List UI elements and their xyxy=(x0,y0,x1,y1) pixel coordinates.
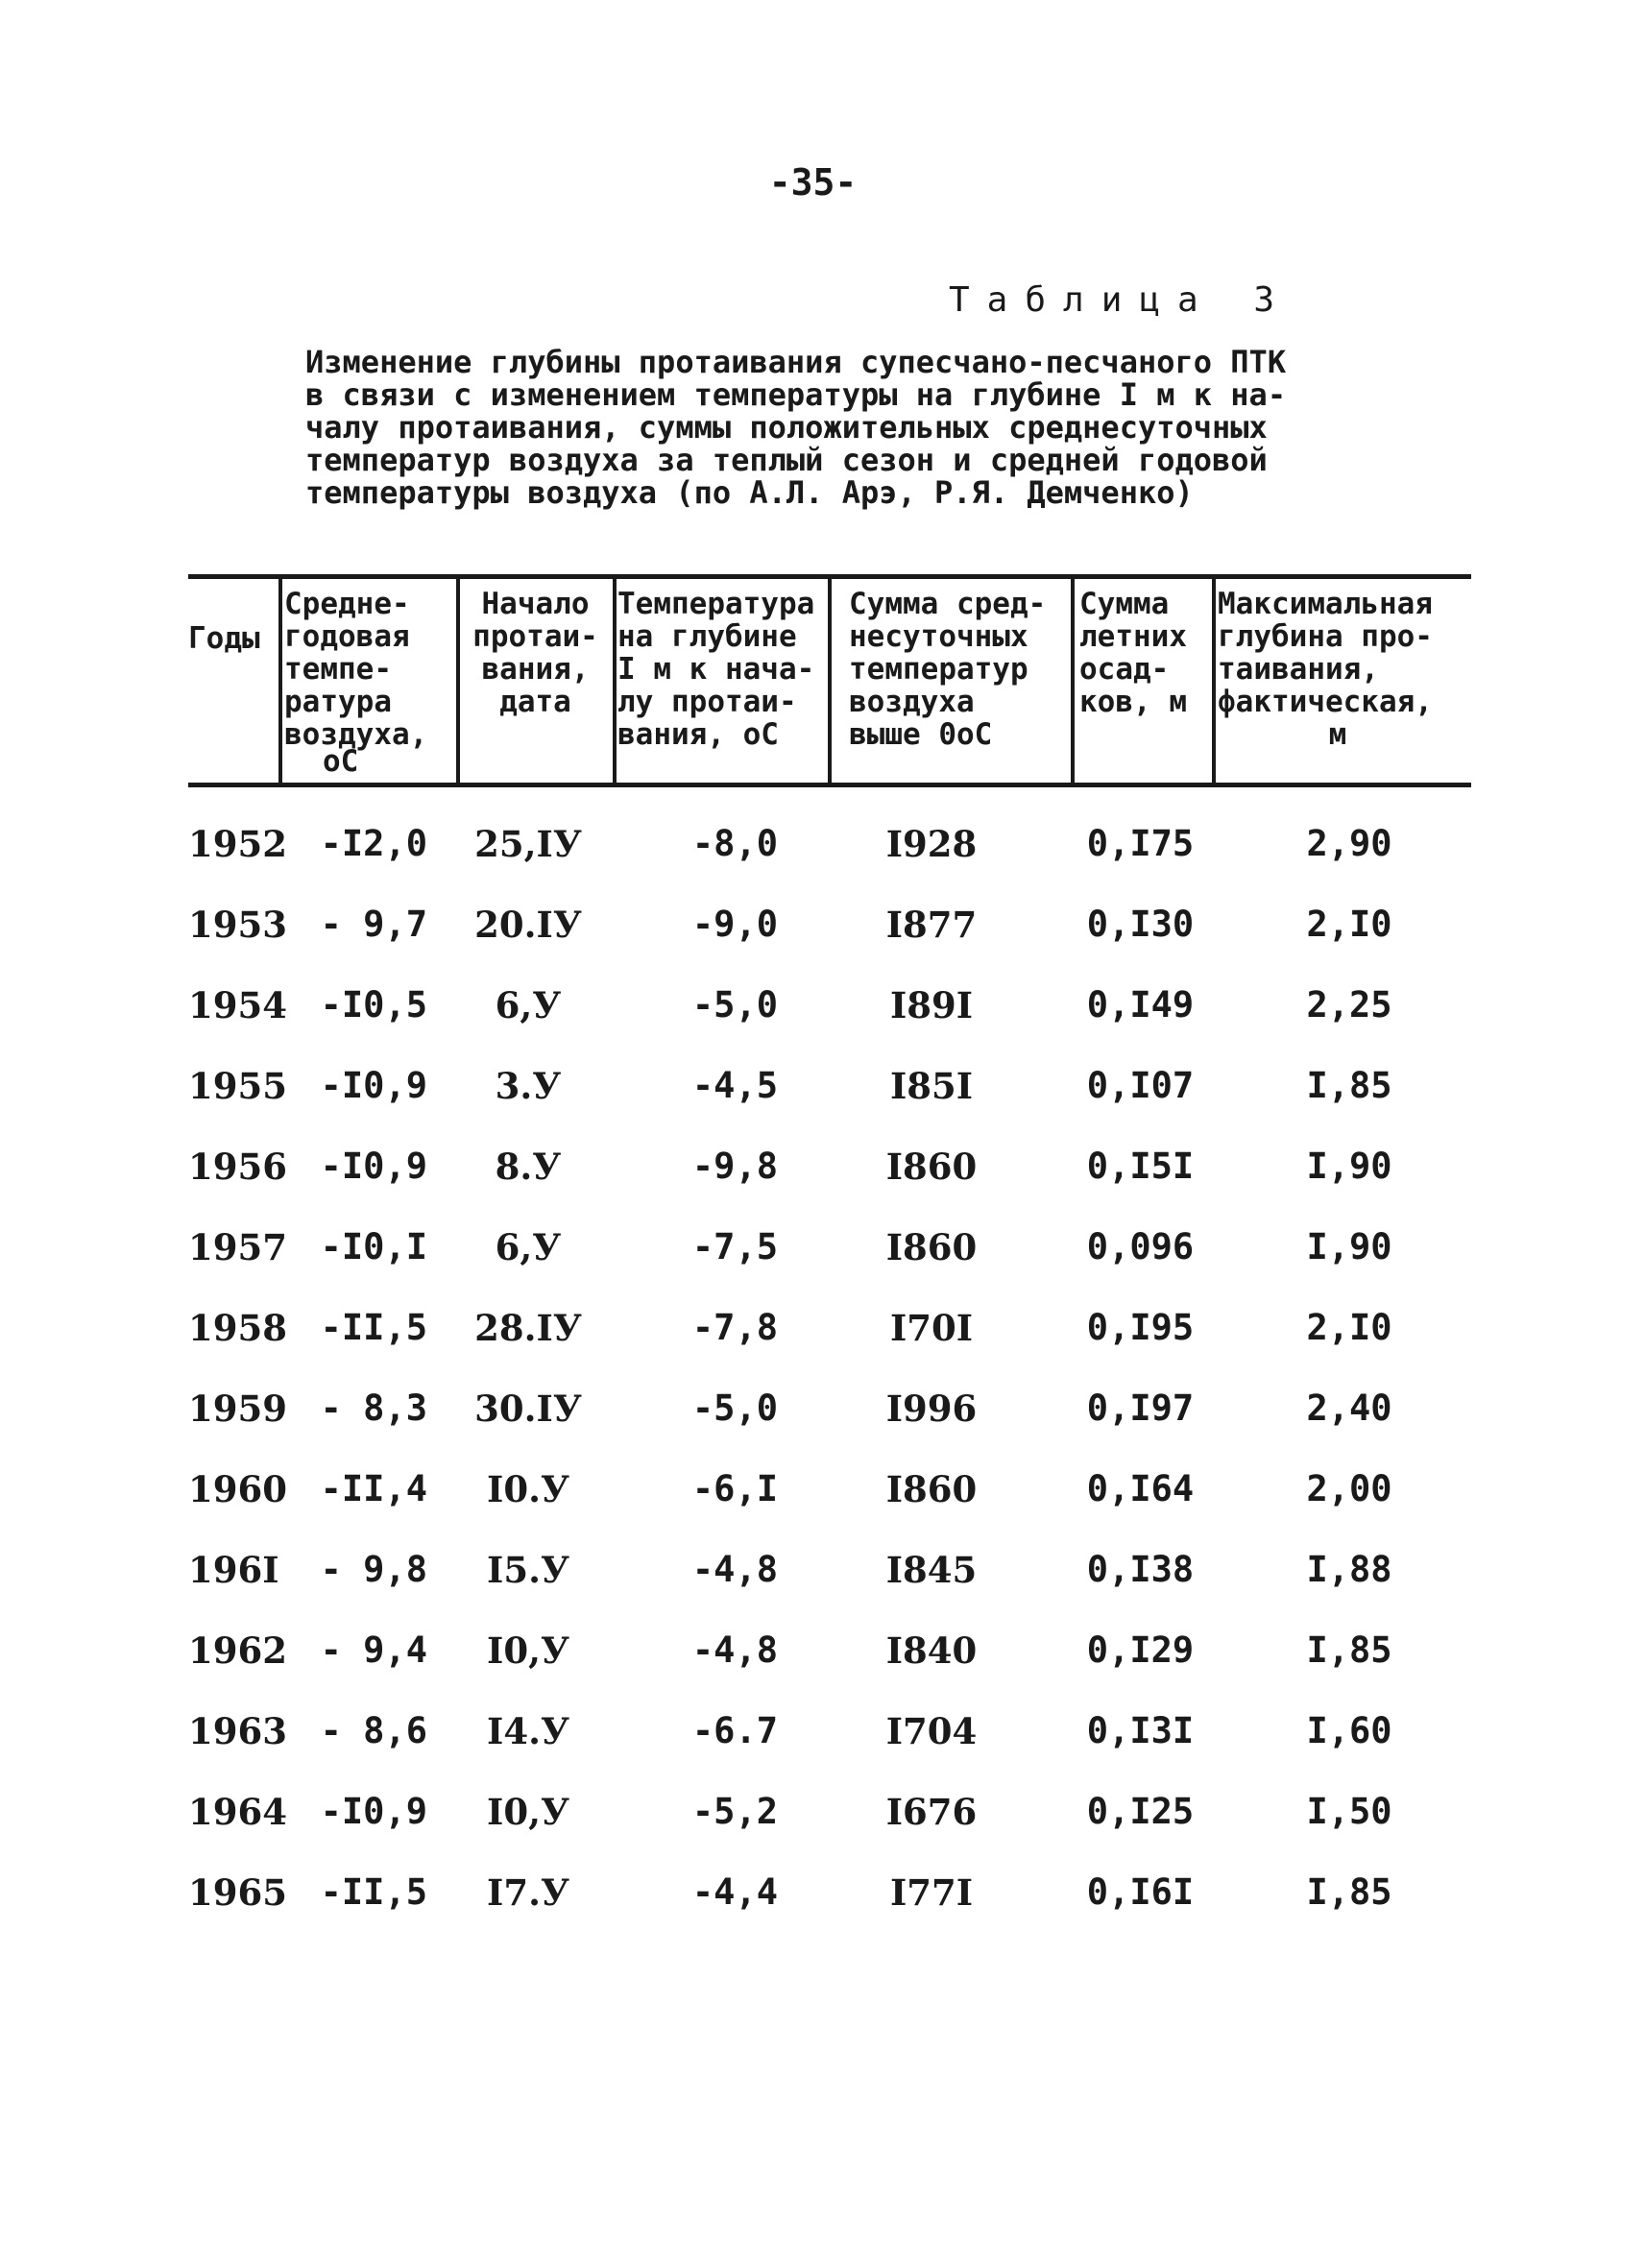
header-line: Сумма xyxy=(1079,587,1170,621)
precip-cell: 0,I38 xyxy=(1086,1549,1195,1590)
depth-temp-cell: -7,8 xyxy=(691,1307,778,1348)
table-row xyxy=(0,1871,1645,1929)
thaw-start-cell: 8.У xyxy=(495,1146,562,1188)
header-line: Средне- xyxy=(284,587,410,621)
max-depth-cell: 2,40 xyxy=(1306,1387,1392,1429)
header-line: Максимальная xyxy=(1218,587,1433,621)
table-row xyxy=(0,823,1645,881)
mean-temp-cell: - 9,7 xyxy=(320,904,427,945)
max-depth-cell: 2,90 xyxy=(1306,823,1392,864)
header-line: таивания, xyxy=(1218,652,1379,687)
table-header-rule xyxy=(188,783,1471,787)
thaw-start-cell: 25,IУ xyxy=(474,823,582,865)
header-line: вания, xyxy=(481,652,590,687)
precip-cell: 0,I95 xyxy=(1086,1307,1195,1348)
temp-sum-cell: I860 xyxy=(885,1226,978,1268)
depth-temp-cell: -8,0 xyxy=(691,823,778,864)
temp-sum-cell: I877 xyxy=(885,904,978,946)
header-depth-temp xyxy=(617,588,814,751)
header-line: температур xyxy=(849,652,1028,687)
year-cell: 1956 xyxy=(188,1146,287,1188)
depth-temp-cell: -5,2 xyxy=(691,1791,778,1832)
header-line: лу протаи- xyxy=(617,685,797,719)
header-line: глубина про- xyxy=(1218,619,1433,654)
caption-line: температуры воздуха (по А.Л. Арэ, Р.Я. Демченко) xyxy=(305,474,1194,511)
header-line: дата xyxy=(499,685,571,719)
precip-cell: 0,I5I xyxy=(1086,1146,1195,1187)
temp-sum-cell: I70I xyxy=(889,1307,974,1349)
depth-temp-cell: -6.7 xyxy=(691,1710,778,1751)
mean-temp-cell: -I0,9 xyxy=(320,1791,427,1832)
mean-temp-cell: -I2,0 xyxy=(320,823,427,864)
temp-sum-cell: I704 xyxy=(885,1710,978,1752)
mean-temp-cell: - 8,6 xyxy=(320,1710,427,1751)
header-line: вания, оС xyxy=(617,717,779,752)
precip-cell: 0,I30 xyxy=(1086,904,1195,945)
header-line: воздуха xyxy=(849,685,975,719)
table-row xyxy=(0,1065,1645,1122)
header-line: несуточных xyxy=(849,619,1028,654)
max-depth-cell: 2,00 xyxy=(1306,1468,1392,1509)
precip-cell: 0,I75 xyxy=(1086,823,1195,864)
temp-sum-cell: I77I xyxy=(889,1871,974,1914)
caption-line: температур воздуха за теплый сезон и средней годовой xyxy=(305,442,1268,478)
temp-sum-cell: I89I xyxy=(889,984,974,1026)
depth-temp-cell: -6,I xyxy=(691,1468,778,1509)
mean-temp-cell: - 9,8 xyxy=(320,1549,427,1590)
thaw-start-cell: 6,У xyxy=(495,1226,562,1268)
header-line: осад- xyxy=(1079,652,1170,687)
max-depth-cell: 2,25 xyxy=(1306,984,1392,1025)
max-depth-cell: I,90 xyxy=(1306,1146,1392,1187)
depth-temp-cell: -4,8 xyxy=(691,1549,778,1590)
precip-cell: 0,I6I xyxy=(1086,1871,1195,1913)
year-cell: 196I xyxy=(188,1549,279,1591)
header-line: Начало xyxy=(481,587,590,621)
header-line: м xyxy=(1328,717,1347,752)
year-cell: 1959 xyxy=(188,1387,287,1430)
precip-cell: 0,I49 xyxy=(1086,984,1195,1025)
max-depth-cell: I,90 xyxy=(1306,1226,1392,1267)
precip-cell: 0,I25 xyxy=(1086,1791,1195,1832)
header-line: фактическая, xyxy=(1218,685,1433,719)
year-cell: 1965 xyxy=(188,1871,287,1914)
thaw-start-cell: 28.IУ xyxy=(474,1307,582,1349)
thaw-start-cell: I4.У xyxy=(487,1710,569,1752)
mean-temp-cell: - 8,3 xyxy=(320,1387,427,1429)
table-row xyxy=(0,1629,1645,1687)
mean-temp-cell: -I0,I xyxy=(320,1226,427,1267)
temp-sum-cell: I860 xyxy=(885,1146,978,1188)
temp-sum-cell: I860 xyxy=(885,1468,978,1510)
precip-cell: 0,I07 xyxy=(1086,1065,1195,1106)
column-divider xyxy=(278,579,282,783)
header-max-depth xyxy=(1218,588,1458,751)
header-thaw-start xyxy=(461,588,610,718)
year-cell: 1952 xyxy=(188,823,287,865)
depth-temp-cell: -5,0 xyxy=(691,1387,778,1429)
year-cell: 1954 xyxy=(188,984,287,1026)
mean-temp-cell: -I0,9 xyxy=(320,1065,427,1106)
max-depth-cell: I,85 xyxy=(1306,1871,1392,1913)
temp-sum-cell: I840 xyxy=(885,1629,978,1672)
depth-temp-cell: -5,0 xyxy=(691,984,778,1025)
column-divider xyxy=(1071,579,1075,783)
precip-cell: 0,I64 xyxy=(1086,1468,1195,1509)
caption-line: Изменение глубины протаивания супесчано-песчаного ПТК xyxy=(305,344,1287,380)
header-precip xyxy=(1079,588,1187,718)
page-number: -35- xyxy=(768,161,858,204)
depth-temp-cell: -4,4 xyxy=(691,1871,778,1913)
temp-sum-cell: I676 xyxy=(885,1791,978,1833)
max-depth-cell: I,85 xyxy=(1306,1065,1392,1106)
table-row xyxy=(0,1387,1645,1445)
thaw-start-cell: I0.У xyxy=(487,1468,569,1510)
year-cell: 1964 xyxy=(188,1791,287,1833)
table-row xyxy=(0,1468,1645,1526)
header-temp-sum xyxy=(849,588,1046,751)
max-depth-cell: I,88 xyxy=(1306,1549,1392,1590)
year-cell: 1955 xyxy=(188,1065,287,1107)
depth-temp-cell: -4,8 xyxy=(691,1629,778,1671)
table-row xyxy=(0,1226,1645,1284)
depth-temp-cell: -7,5 xyxy=(691,1226,778,1267)
thaw-start-cell: 20.IУ xyxy=(474,904,582,946)
max-depth-cell: 2,I0 xyxy=(1306,1307,1392,1348)
depth-temp-cell: -9,0 xyxy=(691,904,778,945)
header-line: оС xyxy=(323,744,359,779)
table-caption xyxy=(305,346,1381,509)
header-line: I м к нача- xyxy=(617,652,815,687)
header-year xyxy=(188,622,260,655)
table-row xyxy=(0,1549,1645,1606)
year-cell: 1957 xyxy=(188,1226,287,1268)
year-cell: 1960 xyxy=(188,1468,287,1510)
precip-cell: 0,I29 xyxy=(1086,1629,1195,1671)
header-line: Температура xyxy=(617,587,815,621)
mean-temp-cell: -I0,9 xyxy=(320,1146,427,1187)
precip-cell: 0,I97 xyxy=(1086,1387,1195,1429)
table-row xyxy=(0,984,1645,1042)
max-depth-cell: 2,I0 xyxy=(1306,904,1392,945)
thaw-start-cell: I5.У xyxy=(487,1549,569,1591)
caption-line: чалу протаивания, суммы положительных среднесуточных xyxy=(305,409,1268,446)
thaw-start-cell: 6,У xyxy=(495,984,562,1026)
thaw-start-cell: I0,У xyxy=(487,1629,569,1672)
header-line: Годы xyxy=(188,621,260,656)
year-cell: 1962 xyxy=(188,1629,287,1672)
precip-cell: 0,I3I xyxy=(1086,1710,1195,1751)
max-depth-cell: I,50 xyxy=(1306,1791,1392,1832)
header-line: выше 0оС xyxy=(849,717,993,752)
column-divider xyxy=(456,579,460,783)
temp-sum-cell: I845 xyxy=(885,1549,978,1591)
header-line: протаи- xyxy=(472,619,598,654)
precip-cell: 0,096 xyxy=(1086,1226,1195,1267)
thaw-start-cell: I7.У xyxy=(487,1871,569,1914)
mean-temp-cell: -II,5 xyxy=(320,1307,427,1348)
depth-temp-cell: -9,8 xyxy=(691,1146,778,1187)
header-line: на глубине xyxy=(617,619,797,654)
caption-line: в связи с изменением температуры на глубине I м к на- xyxy=(305,376,1287,413)
table-row xyxy=(0,904,1645,961)
depth-temp-cell: -4,5 xyxy=(691,1065,778,1106)
temp-sum-cell: I928 xyxy=(885,823,978,865)
header-line: ков, м xyxy=(1079,685,1187,719)
table-row xyxy=(0,1146,1645,1203)
mean-temp-cell: - 9,4 xyxy=(320,1629,427,1671)
column-divider xyxy=(1212,579,1216,783)
mean-temp-cell: -II,5 xyxy=(320,1871,427,1913)
max-depth-cell: I,60 xyxy=(1306,1710,1392,1751)
thaw-start-cell: 3.У xyxy=(495,1065,562,1107)
table-row xyxy=(0,1791,1645,1848)
max-depth-cell: I,85 xyxy=(1306,1629,1392,1671)
column-divider xyxy=(613,579,617,783)
temp-sum-cell: I996 xyxy=(885,1387,978,1430)
header-line: Сумма сред- xyxy=(849,587,1047,621)
header-line: годовая xyxy=(284,619,410,654)
column-divider xyxy=(828,579,832,783)
mean-temp-cell: -II,4 xyxy=(320,1468,427,1509)
table-label: Таблица 3 xyxy=(949,280,1293,320)
table-row xyxy=(0,1307,1645,1364)
year-cell: 1958 xyxy=(188,1307,287,1349)
header-line: летних xyxy=(1079,619,1187,654)
temp-sum-cell: I85I xyxy=(889,1065,974,1107)
year-cell: 1953 xyxy=(188,904,287,946)
header-line: воздуха, xyxy=(284,717,428,752)
thaw-start-cell: I0,У xyxy=(487,1791,569,1833)
year-cell: 1963 xyxy=(188,1710,287,1752)
header-mean-temp xyxy=(284,587,428,779)
table-row xyxy=(0,1710,1645,1768)
header-line: ратура xyxy=(284,685,392,719)
header-line: темпе- xyxy=(284,652,392,687)
mean-temp-cell: -I0,5 xyxy=(320,984,427,1025)
thaw-start-cell: 30.IУ xyxy=(474,1387,582,1430)
